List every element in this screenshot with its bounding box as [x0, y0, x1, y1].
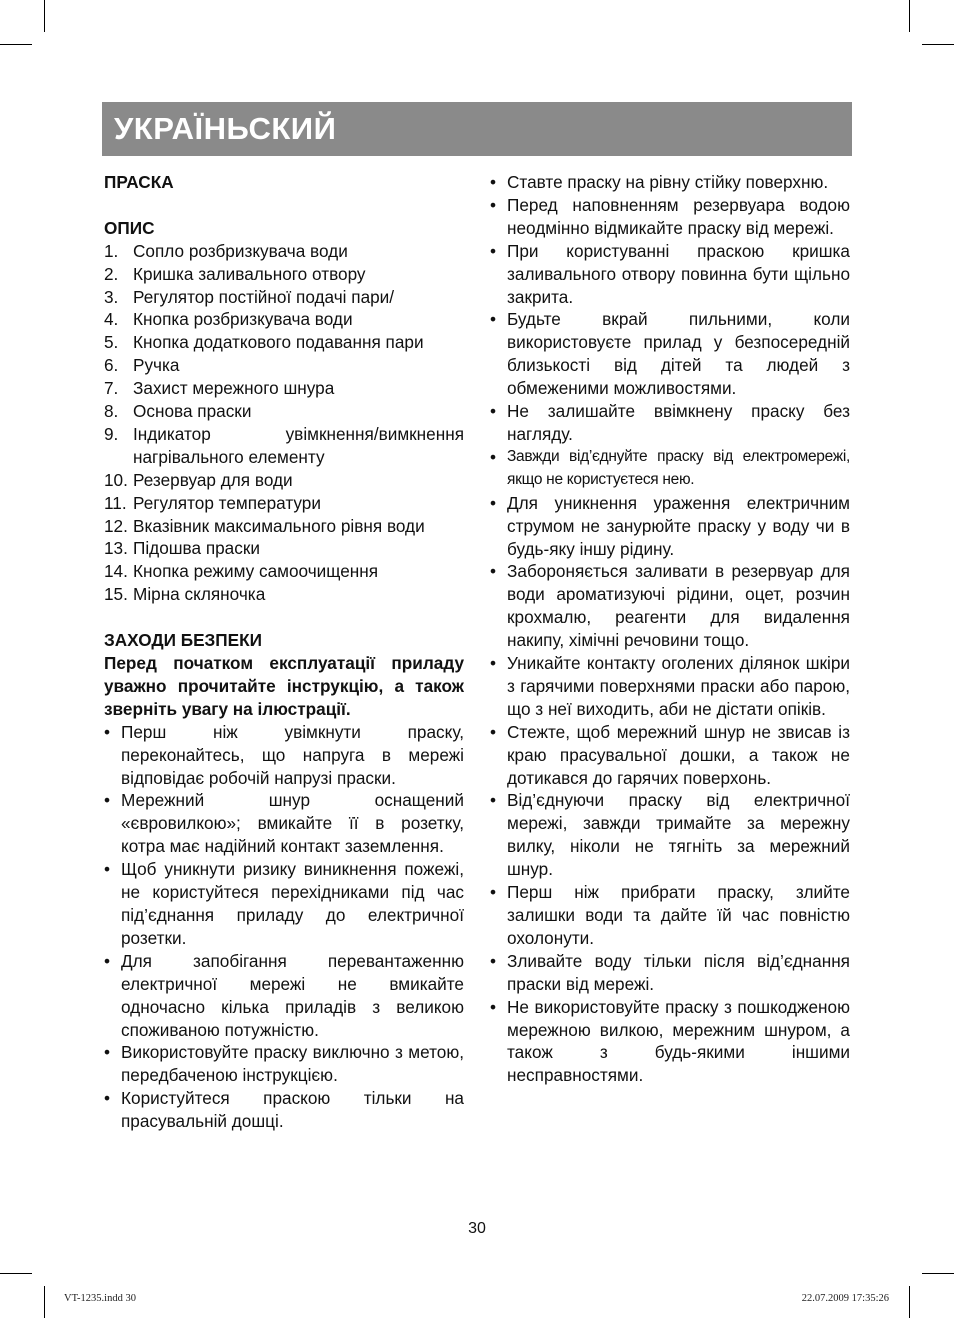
- bullet-text: Не залишайте ввімкнену праску без нагляду.: [507, 401, 850, 444]
- bullet-text: Для уникнення ураження електричним струмом не занурюйте праску у воду чи в будь-яку іншу рідину.: [507, 492, 850, 559]
- item-text: Регулятор температури: [133, 492, 321, 513]
- item-text: Кнопка режиму самоочищення: [133, 561, 379, 582]
- list-item: [490, 400, 850, 446]
- crop-mark: [44, 1286, 45, 1318]
- list-item: [104, 423, 464, 469]
- item-number: 15.: [104, 584, 128, 605]
- safety-list-left: [104, 721, 464, 1133]
- item-text: Захист мережного шнура: [133, 378, 335, 399]
- bullet-text: Уникайте контакту оголених ділянок шкіри з гарячими поверхнями праски або парою, що з неї виходить, аби не дістати опіків.: [507, 653, 850, 719]
- language-header-band: [102, 102, 852, 156]
- bullet-marker: •: [490, 401, 497, 422]
- bullet-marker: •: [490, 492, 497, 513]
- bullet-text: Перед наповненням резервуара водою неодмінно відмикайте праску від мережі.: [507, 194, 850, 238]
- bullet-text: Будьте вкрай пильними, коли використовуєте прилад у безпосередній близькості від дітей та людей з обмеженими можливостями.: [507, 309, 850, 399]
- bullet-marker: •: [490, 240, 497, 261]
- crop-mark: [44, 0, 45, 32]
- parts-list: [104, 240, 464, 607]
- bullet-text: Використовуйте праску виключно з метою, передбаченою інструкцією.: [121, 1042, 464, 1086]
- list-item: [490, 881, 850, 950]
- description-heading: ОПИС: [104, 217, 155, 238]
- list-item: [490, 652, 850, 721]
- item-number: 4.: [104, 309, 119, 330]
- item-number: 7.: [104, 378, 119, 399]
- list-item: [104, 469, 464, 492]
- crop-mark: [922, 1273, 954, 1274]
- list-item: [104, 331, 464, 354]
- bullet-text: Забороняється заливати в резервуар для води ароматизуючі рідини, оцет, розчин крохмалю, реагенти для видалення накипу, хімічні речовини тощо.: [507, 561, 850, 651]
- file-slug: VT-1235.indd 30: [64, 1293, 136, 1304]
- bullet-marker: •: [104, 1042, 111, 1063]
- bullet-marker: •: [490, 561, 497, 582]
- list-item: [104, 308, 464, 331]
- item-text: Кнопка розбризкувача води: [133, 309, 353, 330]
- list-item: [104, 950, 464, 1042]
- crop-mark: [922, 44, 954, 45]
- item-text: Регулятор постійної подачі пари/: [133, 286, 395, 307]
- crop-mark: [909, 1286, 910, 1318]
- page-number: 30: [468, 1220, 486, 1237]
- bullet-text: Перш ніж увімкнути праску, переконайтесь, що напруга в мережі відповідає робочій напрузі праски.: [121, 721, 464, 788]
- item-number: 2.: [104, 263, 119, 284]
- bullet-marker: •: [490, 194, 497, 215]
- bullet-marker: •: [490, 309, 497, 330]
- item-text: Кнопка додаткового подавання пари: [133, 332, 424, 353]
- list-item: [490, 171, 850, 194]
- bullet-marker: •: [490, 950, 497, 971]
- item-text: Індикатор увімкнення/вимкнення нагрівального елементу: [133, 423, 464, 467]
- list-item: [104, 721, 464, 790]
- bullet-text: Від’єднуючи праску від електричної мережі, завжди тримайте за мережну вилку, ніколи не тягніть за мережний шнур.: [507, 790, 850, 880]
- list-item: [104, 354, 464, 377]
- bullet-marker: •: [490, 790, 497, 811]
- item-text: Кришка заливального отвору: [133, 263, 366, 284]
- bullet-text: Стежте, щоб мережний шнур не звисав із краю прасувальної дошки, а також не дотикався до гарячих поверхонь.: [507, 721, 850, 788]
- bullet-marker: •: [104, 790, 111, 811]
- bullet-text: Щоб уникнути ризику виникнення пожежі, не користуйтеся перехідниками під час під’єднання приладу до електричної розетки.: [121, 859, 464, 948]
- item-text: Основа праски: [133, 401, 252, 422]
- list-item: [490, 721, 850, 790]
- left-column: [104, 171, 464, 1133]
- list-item: [104, 240, 464, 263]
- bullet-text: Перш ніж прибрати праску, злийте залишки води та дайте їй час повністю охолонути.: [507, 882, 850, 948]
- bullet-marker: •: [104, 1088, 111, 1109]
- item-number: 3.: [104, 286, 119, 307]
- bullet-text: Завжди від’єднуйте праску від електромережі, якщо не користуєтеся нею.: [507, 447, 850, 488]
- list-item: [104, 858, 464, 950]
- bullet-text: Мережний шнур оснащений «євровилкою»; вмикайте її в розетку, котра має надійний контакт заземлення.: [121, 790, 464, 857]
- list-item: [104, 537, 464, 560]
- safety-heading: ЗАХОДИ БЕЗПЕКИ: [104, 630, 262, 651]
- item-number: 10.: [104, 469, 128, 490]
- language-title: УКРАЇНЬСКИЙ: [114, 111, 337, 146]
- item-number: 1.: [104, 240, 119, 261]
- safety-lead: Перед початком експлуатації приладу уважно прочитайте інструкцію, а також зверніть увагу на ілюстрації.: [104, 653, 464, 719]
- bullet-text: При користуванні праскою кришка заливального отвору повинна бути щільно закрита.: [507, 240, 850, 307]
- item-number: 9.: [104, 423, 119, 444]
- list-item: [104, 1041, 464, 1087]
- list-item: [104, 560, 464, 583]
- timestamp-slug: 22.07.2009 17:35:26: [801, 1293, 889, 1304]
- bullet-marker: •: [490, 882, 497, 903]
- list-item: [104, 515, 464, 538]
- list-item: [490, 492, 850, 561]
- item-number: 6.: [104, 355, 119, 376]
- bullet-marker: •: [104, 721, 111, 742]
- bullet-marker: •: [490, 172, 497, 192]
- bullet-text: Зливайте воду тільки після від’єднання праски від мережі.: [507, 950, 850, 994]
- item-number: 8.: [104, 401, 119, 422]
- bullet-marker: •: [104, 950, 111, 971]
- item-text: Резервуар для води: [133, 469, 293, 490]
- bullet-marker: •: [104, 859, 111, 880]
- item-number: 5.: [104, 332, 119, 353]
- crop-mark: [909, 0, 910, 32]
- list-item: [104, 789, 464, 858]
- list-item: [490, 996, 850, 1088]
- bullet-marker: •: [490, 721, 497, 742]
- item-text: Мірна скляночка: [133, 584, 266, 605]
- safety-list-right: [490, 171, 850, 1087]
- bullet-marker: •: [490, 653, 497, 674]
- list-item: [104, 286, 464, 309]
- item-text: Ручка: [133, 355, 180, 376]
- list-item: [104, 400, 464, 423]
- item-number: 12.: [104, 515, 128, 536]
- list-item: [104, 492, 464, 515]
- list-item: [490, 950, 850, 996]
- list-item: [490, 194, 850, 240]
- list-item: [490, 240, 850, 309]
- list-item: [490, 446, 850, 492]
- product-title: ПРАСКА: [104, 172, 174, 192]
- bullet-text: Не використовуйте праску з пошкодженою мережною вилкою, мережним шнуром, а також з будь-якими іншими несправностями.: [507, 996, 850, 1086]
- item-number: 13.: [104, 538, 128, 559]
- crop-mark: [0, 1273, 32, 1274]
- list-item: [490, 789, 850, 881]
- list-item: [104, 263, 464, 286]
- bullet-text: Користуйтеся праскою тільки на прасувальній дошці.: [121, 1088, 464, 1132]
- list-item: [490, 560, 850, 652]
- bullet-marker: •: [490, 996, 497, 1017]
- crop-mark: [0, 44, 32, 45]
- list-item: [104, 583, 464, 606]
- item-number: 14.: [104, 561, 128, 582]
- item-text: Сопло розбризкувача води: [133, 240, 348, 261]
- bullet-text: Для запобігання перевантаженню електричної мережі не вмикайте одночасно кілька приладів з великою споживаною потужністю.: [121, 950, 464, 1040]
- list-item: [490, 308, 850, 400]
- list-item: [104, 1087, 464, 1133]
- right-column: [490, 171, 850, 1087]
- item-text: Вказівник максимального рівня води: [133, 515, 425, 536]
- bullet-marker: •: [490, 446, 497, 467]
- item-number: 11.: [104, 492, 127, 513]
- bullet-text: Ставте праску на рівну стійку поверхню.: [507, 172, 829, 192]
- list-item: [104, 377, 464, 400]
- item-text: Підошва праски: [133, 538, 260, 559]
